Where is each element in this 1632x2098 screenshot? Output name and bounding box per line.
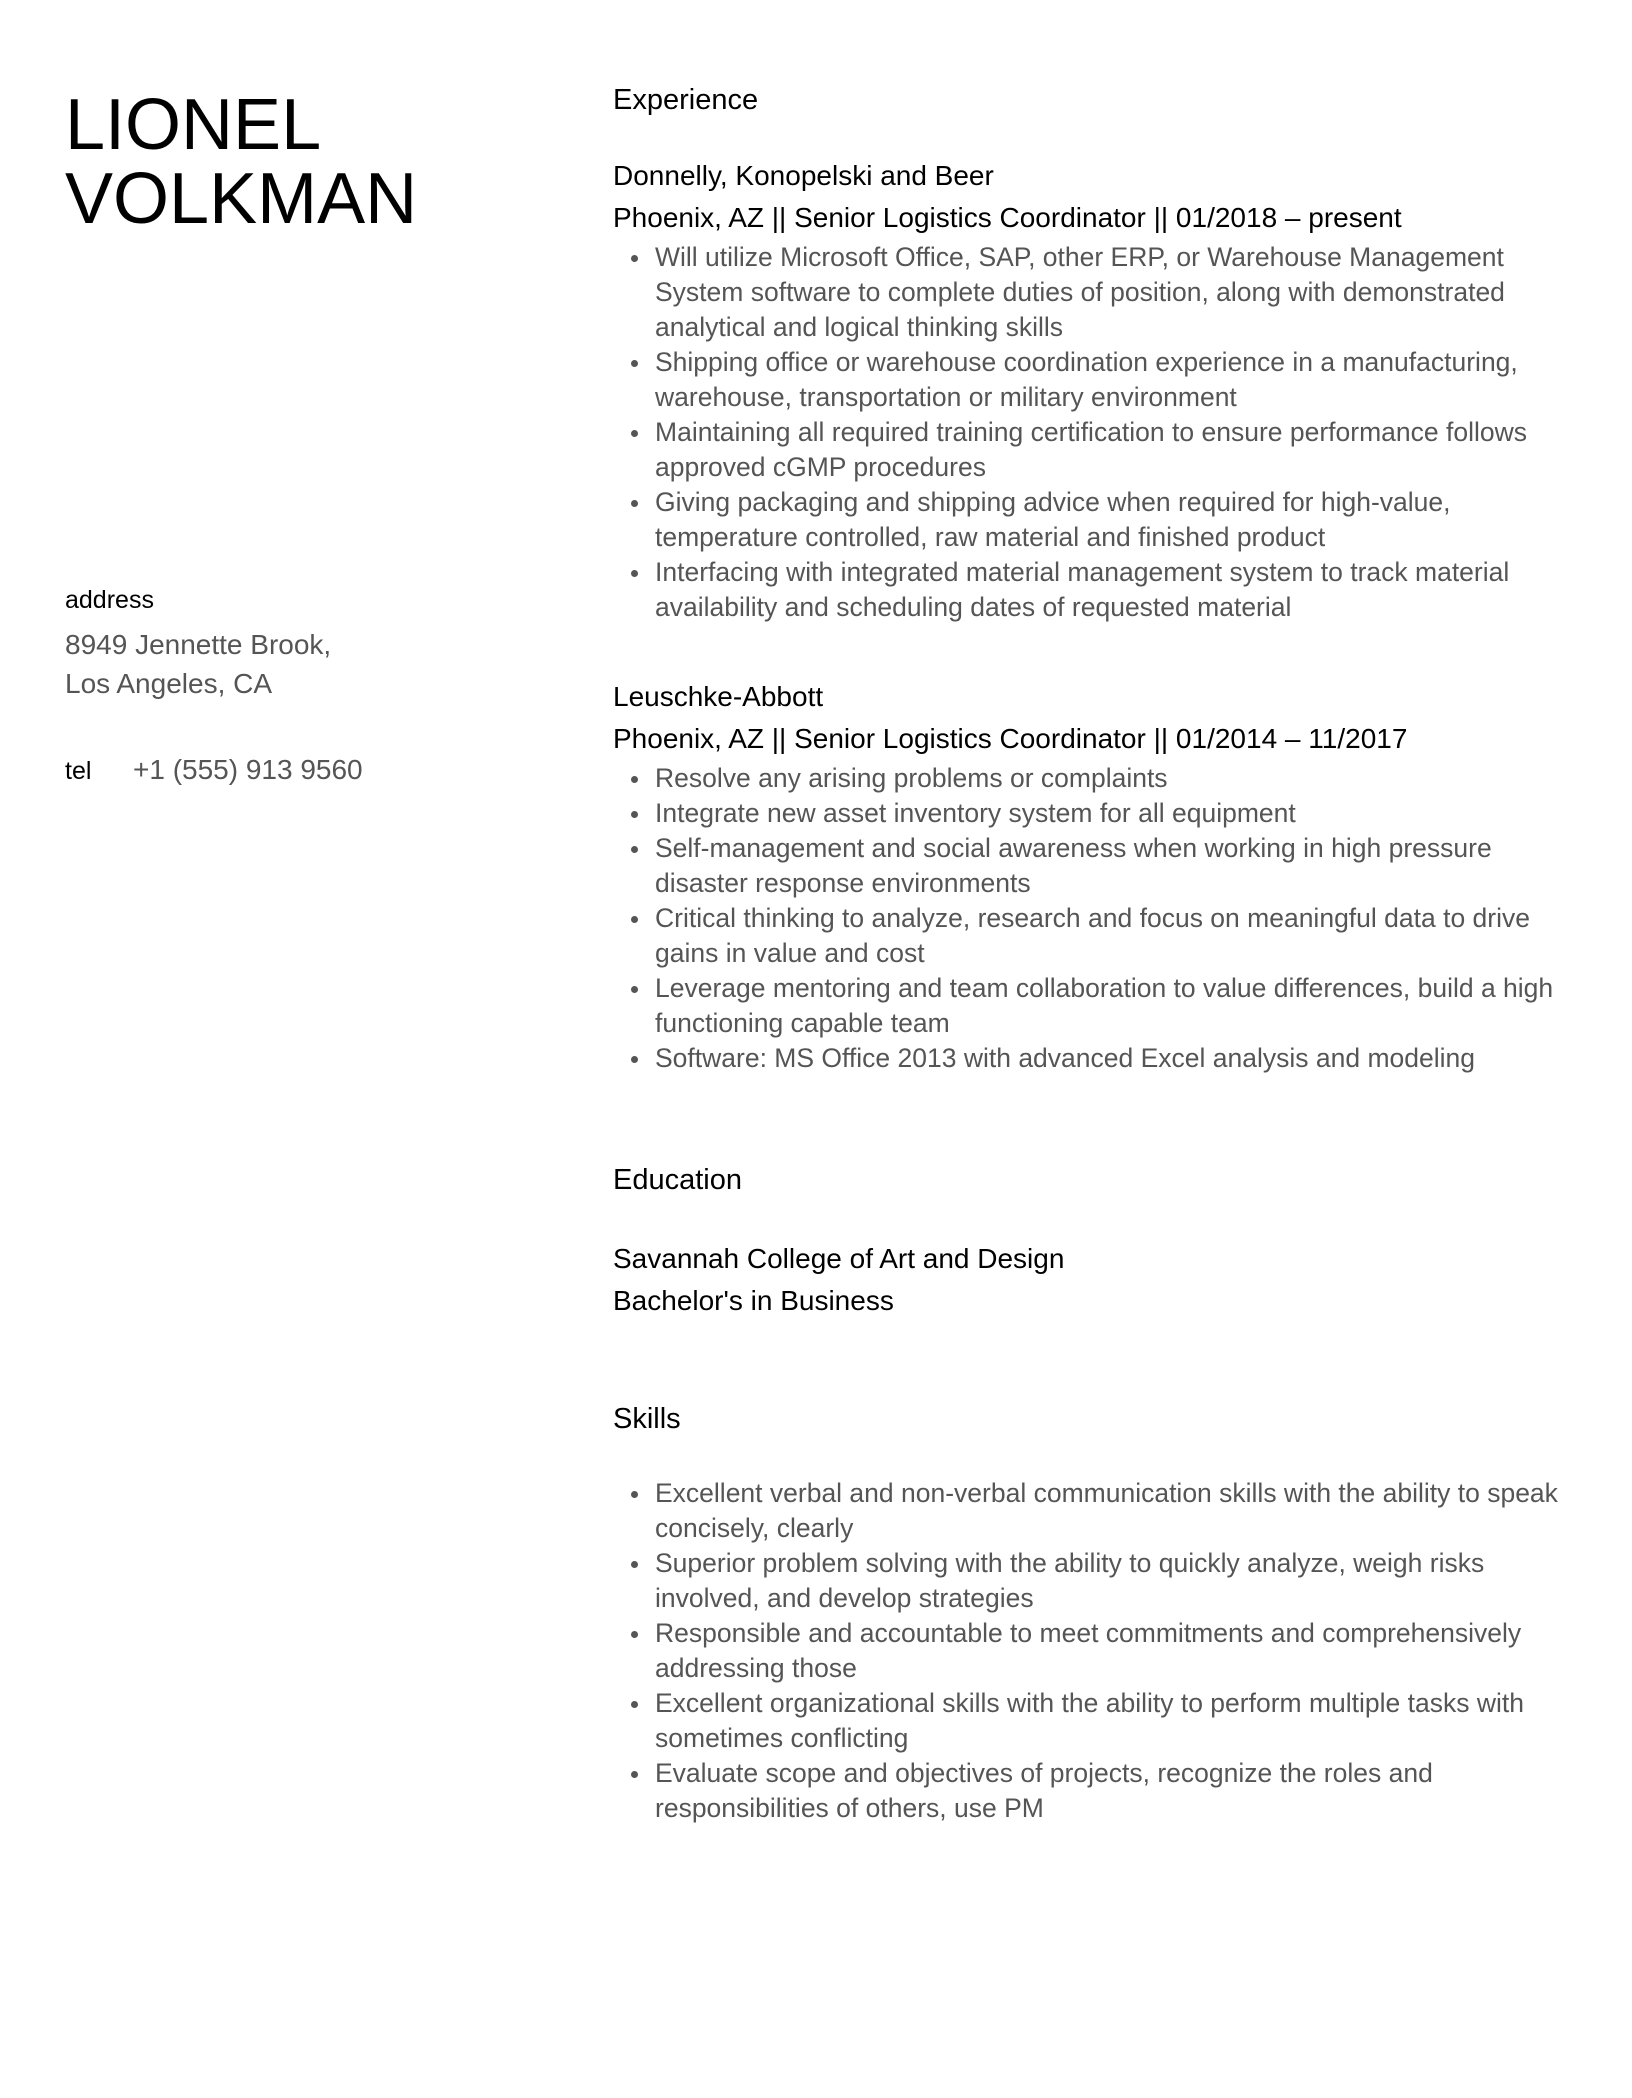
job-company: Donnelly, Konopelski and Beer	[613, 160, 994, 191]
job-bullet: Software: MS Office 2013 with advanced Excel analysis and modeling	[655, 1041, 1573, 1076]
skills-list	[613, 1476, 1573, 1826]
job-meta: Phoenix, AZ || Senior Logistics Coordinator || 01/2018 – present	[613, 202, 1402, 233]
skill-item: Excellent verbal and non-verbal communication skills with the ability to speak concisely, clearly	[655, 1476, 1573, 1546]
main-content	[613, 84, 1573, 1826]
job-bullets	[613, 240, 1573, 625]
skills-section	[613, 1403, 1573, 1826]
last-name: VOLKMAN	[65, 159, 418, 239]
job-bullet: Resolve any arising problems or complaints	[655, 761, 1573, 796]
skill-item: Superior problem solving with the ability to quickly analyze, weigh risks involved, and develop strategies	[655, 1546, 1573, 1616]
job-meta: Phoenix, AZ || Senior Logistics Coordinator || 01/2014 – 11/2017	[613, 723, 1408, 754]
education-school: Savannah College of Art and Design	[613, 1243, 1065, 1274]
job-bullet: Self-management and social awareness when working in high pressure disaster response environments	[655, 831, 1573, 901]
job-bullet: Maintaining all required training certification to ensure performance follows approved cGMP procedures	[655, 415, 1573, 485]
tel-value: +1 (555) 913 9560	[133, 754, 363, 785]
skills-heading: Skills	[613, 1403, 681, 1435]
skill-item: Evaluate scope and objectives of projects, recognize the roles and responsibilities of others, use PM	[655, 1756, 1573, 1826]
skill-item: Excellent organizational skills with the ability to perform multiple tasks with sometimes conflicting	[655, 1686, 1573, 1756]
job-bullet: Integrate new asset inventory system for all equipment	[655, 796, 1573, 831]
job-company: Leuschke-Abbott	[613, 681, 824, 712]
job-bullet: Critical thinking to analyze, research and focus on meaningful data to drive gains in value and cost	[655, 901, 1573, 971]
job-bullet: Interfacing with integrated material management system to track material availability and scheduling dates of requested material	[655, 555, 1573, 625]
experience-heading: Experience	[613, 84, 759, 116]
job-bullet: Leverage mentoring and team collaboration to value differences, build a high functioning capable team	[655, 971, 1573, 1041]
job-bullet: Shipping office or warehouse coordination experience in a manufacturing, warehouse, transportation or military environment	[655, 345, 1573, 415]
job-bullets	[613, 761, 1573, 1076]
experience-section	[613, 84, 1573, 1076]
address-value	[65, 625, 331, 703]
education-section	[613, 1164, 1573, 1317]
education-degree: Bachelor's in Business	[613, 1285, 894, 1316]
job-entry	[613, 160, 1573, 625]
job-bullet: Will utilize Microsoft Office, SAP, other ERP, or Warehouse Management System software to complete duties of position, along with demonstrated analytical and logical thinking skills	[655, 240, 1573, 345]
candidate-name	[65, 85, 545, 239]
job-entry	[613, 681, 1573, 1076]
job-bullet: Giving packaging and shipping advice when required for high-value, temperature controlled, raw material and finished product	[655, 485, 1573, 555]
address-line-2: Los Angeles, CA	[65, 668, 273, 699]
sidebar	[65, 85, 545, 785]
address-line-1: 8949 Jennette Brook,	[65, 629, 332, 660]
skill-item: Responsible and accountable to meet commitments and comprehensively addressing those	[655, 1616, 1573, 1686]
education-heading: Education	[613, 1164, 742, 1196]
tel-label: tel	[65, 757, 92, 785]
address-label: address	[65, 586, 154, 614]
tel-block	[65, 754, 363, 786]
first-name: LIONEL	[65, 85, 322, 165]
address-block	[65, 586, 331, 703]
